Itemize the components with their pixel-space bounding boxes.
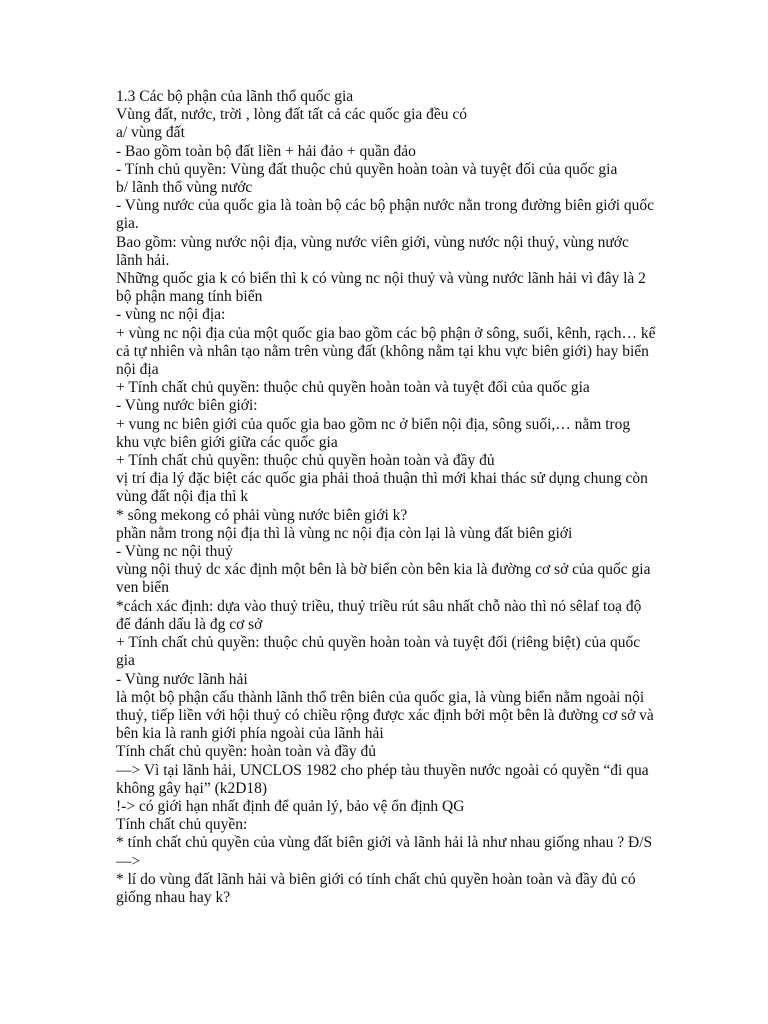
document-line: phần nằm trong nội địa thì là vùng nc nội địa còn lại là vùng đất biên giới	[116, 524, 573, 542]
document-line: + Tính chất chủ quyền: thuộc chủ quyền hoàn toàn và tuyệt đối (riêng biệt) của quốc gia	[116, 634, 641, 670]
document-line: !-> có giới hạn nhất định để quản lý, bảo vệ ổn định QG	[116, 797, 465, 815]
document-line: + Tính chất chủ quyền: thuộc chủ quyền hoàn toàn và đầy đủ	[116, 452, 495, 470]
document-line: —> Vì tại lãnh hải, UNCLOS 1982 cho phép tàu thuyền nước ngoài có quyền “đi qua không gây hại” (k2D18)	[116, 761, 649, 797]
document-line: - Vùng nước biên giới:	[116, 397, 258, 415]
document-line: - Vùng nc nội thuỷ	[116, 543, 233, 561]
document-line: *cách xác định: dựa vào thuỷ triều, thuỷ triều rút sâu nhất chỗ nào thì nó sêlaf toạ độ để đánh dấu là đg cơ sở	[116, 597, 642, 633]
document-line: - vùng nc nội địa:	[116, 306, 226, 324]
document-line: Bao gồm: vùng nước nội địa, vùng nước viên giới, vùng nước nội thuỷ, vùng nước lãnh hải.	[116, 233, 629, 269]
document-line: - Tính chủ quyền: Vùng đất thuộc chủ quyền hoàn toàn và tuyệt đối của quốc gia	[116, 160, 618, 178]
document-line: là một bộ phận cấu thành lãnh thổ trên biên của quốc gia, là vùng biển nằm ngoài nội thuỷ, tiếp liền với hội thuỷ có chiều rộng được xác định bởi một bên là đường cơ sở và bên kia là ranh giới phía ngoài của lãnh hải	[116, 688, 654, 743]
document-body	[116, 88, 656, 907]
document-line: + Tính chất chủ quyền: thuộc chủ quyền hoàn toàn và tuyệt đối của quốc gia	[116, 379, 590, 397]
document-line: * sông mekong có phải vùng nước biên giới k?	[116, 506, 408, 524]
document-line: + vung nc biên giới của quốc gia bao gồm nc ở biển nội địa, sông suối,… nằm trog khu vực biên giới giữa các quốc gia	[116, 415, 631, 451]
document-line: Tính chất chủ quyền: hoàn toàn và đầy đủ	[116, 743, 376, 761]
document-line: - Vùng nước của quốc gia là toàn bộ các bộ phận nước nằn trong đường biên giới quốc gia.	[116, 197, 655, 233]
document-line: vị trí địa lý đặc biệt các quốc gia phải thoả thuận thì mới khai thác sử dụng chung còn vùng đất nội địa thì k	[116, 470, 648, 506]
document-line: * tính chất chủ quyền của vùng đất biên giới và lãnh hải là như nhau giống nhau ? Đ/S—>	[116, 834, 653, 870]
document-line: Vùng đất, nước, trời , lòng đất tất cả các quốc gia đều có	[116, 106, 468, 124]
document-line: 1.3 Các bộ phận của lãnh thổ quốc gia	[116, 88, 354, 105]
document-line: * lí do vùng đất lãnh hải và biên giới có tính chất chủ quyền hoàn toàn và đầy đủ có giống nhau hay k?	[116, 870, 636, 906]
document-line: Tính chất chủ quyền:	[116, 816, 248, 834]
document-line: b/ lãnh thổ vùng nước	[116, 179, 253, 197]
document-line: vùng nội thuỷ dc xác định một bên là bờ biển còn bên kia là đường cơ sở của quốc gia ven biển	[116, 561, 651, 597]
document-line: - Vùng nước lãnh hải	[116, 670, 248, 688]
document-line: + vùng nc nội địa của một quốc gia bao gồm các bộ phận ở sông, suối, kênh, rạch… kể cả tự nhiên và nhân tạo nằm trên vùng đất (không nằm tại khu vực biên giới) hay biển nội địa	[116, 324, 656, 379]
document-line: a/ vùng đất	[116, 124, 185, 142]
document-line: Những quốc gia k có biển thì k có vùng nc nội thuỷ và vùng nước lãnh hải vì đây là 2 bộ phận mang tính biển	[116, 270, 646, 306]
document-line: - Bao gồm toàn bộ đất liền + hải đảo + quần đảo	[116, 142, 416, 160]
